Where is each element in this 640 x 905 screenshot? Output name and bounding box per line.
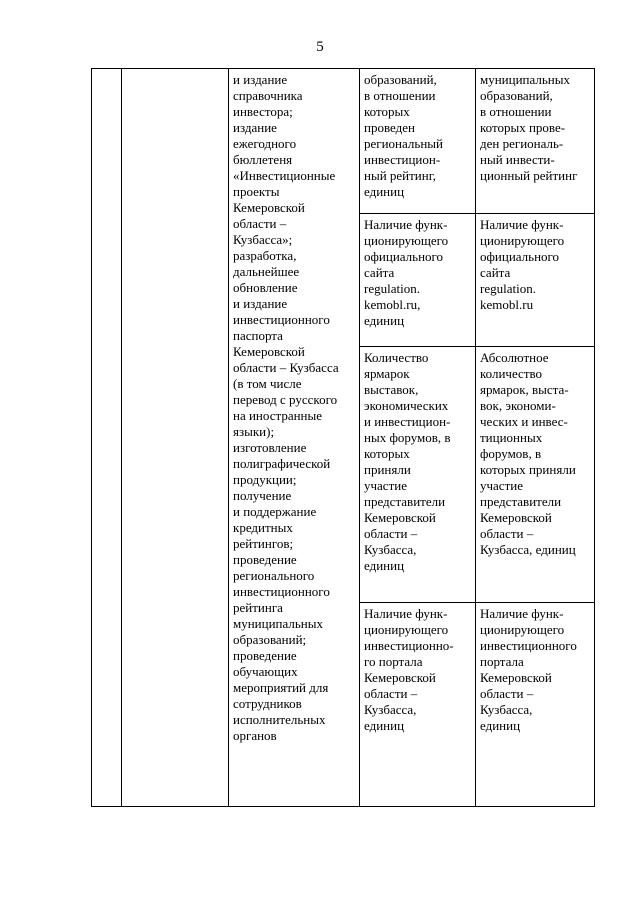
indicator-cell bbox=[360, 214, 476, 347]
indicator-text: Наличие функ- ционирующего инвестиционно- го портала Кемеровской области – Кузбасса, единиц bbox=[364, 606, 454, 733]
table-row bbox=[92, 69, 595, 214]
indicator-text: образований, в отношении которых проведен региональный инвестицион- ный рейтинг, единиц bbox=[364, 72, 443, 199]
result-cell bbox=[476, 603, 595, 807]
indicator-text: Наличие функ- ционирующего официального сайта regulation. kemobl.ru, единиц bbox=[364, 217, 449, 328]
indicator-cell bbox=[360, 69, 476, 214]
result-text: Наличие функ- ционирующего инвестиционного портала Кемеровской области – Кузбасса, единиц bbox=[480, 606, 577, 733]
program-table bbox=[91, 68, 595, 807]
activities-text: и издание справочника инвестора; издание ежегодного бюллетеня «Инвестиционные проекты Кемеровской области – Кузбасса»; разработка, дальнейшее обновление и издание инвестиционного паспорта Кемеровской области – Кузбасса (в том числе перевод с русского на иностранные языки); изготовление полиграфической продукции; получение и поддержание кредитных рейтингов; проведение регионального инвестиционного рейтинга муниципальных образований; проведение обучающих мероприятий для сотрудников исполнительных органов bbox=[233, 72, 339, 743]
indicator-cell bbox=[360, 603, 476, 807]
page-number: 5 bbox=[316, 39, 324, 55]
activities-cell bbox=[229, 69, 360, 807]
result-text: муниципальных образований, в отношении которых прове- ден региональ- ный инвести- ционный рейтинг bbox=[480, 72, 578, 183]
indicator-text: Количество ярмарок выставок, экономических и инвестицион- ных форумов, в которых приняли участие представители Кемеровской области – Кузбасса, единиц bbox=[364, 350, 451, 573]
result-cell bbox=[476, 214, 595, 347]
result-cell bbox=[476, 69, 595, 214]
row-number-cell bbox=[92, 69, 122, 807]
result-text: Наличие функ- ционирующего официального сайта regulation. kemobl.ru bbox=[480, 217, 565, 312]
result-cell bbox=[476, 347, 595, 603]
indicator-cell bbox=[360, 347, 476, 603]
activity-name-cell bbox=[122, 69, 229, 807]
result-text: Абсолютное количество ярмарок, выста- вок, экономи- ческих и инвес- тиционных форумов, в которых приняли участие представители Кемеровской области – Кузбасса, единиц bbox=[480, 350, 576, 557]
